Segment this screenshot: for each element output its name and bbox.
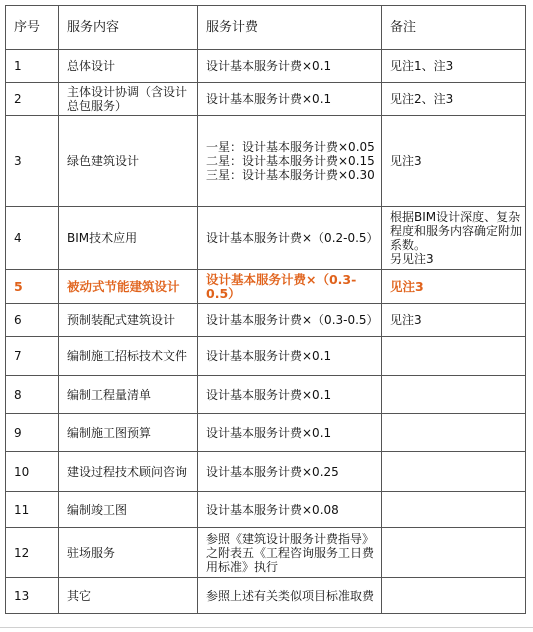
row-service: 预制装配式建筑设计 [59, 304, 198, 337]
header-note: 备注 [382, 6, 526, 50]
row-no: 9 [6, 414, 59, 452]
table-row [6, 50, 526, 83]
row-fee: 设计基本服务计费×（0.3-0.5） [198, 304, 382, 337]
table-row [6, 337, 526, 376]
row-no: 12 [6, 528, 59, 578]
row-fee: 设计基本服务计费×0.08 [198, 492, 382, 528]
row-fee: 设计基本服务计费×0.1 [198, 376, 382, 414]
row-note [382, 452, 526, 492]
row-note [382, 492, 526, 528]
table-row-highlighted [6, 270, 526, 304]
row-fee: 参照上述有关类似项目标准取费 [198, 578, 382, 614]
row-service: 建设过程技术顾问咨询 [59, 452, 198, 492]
table-row [6, 414, 526, 452]
table-row [6, 83, 526, 116]
row-service: 主体设计协调（含设计总包服务） [59, 83, 198, 116]
row-note [382, 578, 526, 614]
row-note [382, 528, 526, 578]
row-note: 根据BIM设计深度、复杂程度和服务内容确定附加系数。 另见注3 [382, 207, 526, 270]
header-service: 服务内容 [59, 6, 198, 50]
row-note: 见注1、注3 [382, 50, 526, 83]
row-note: 见注3 [382, 116, 526, 207]
row-note: 见注3 [382, 270, 526, 304]
row-service: 被动式节能建筑设计 [59, 270, 198, 304]
header-fee: 服务计费 [198, 6, 382, 50]
row-service: 编制施工招标技术文件 [59, 337, 198, 376]
table-row [6, 452, 526, 492]
row-fee: 设计基本服务计费×（0.3-0.5） [198, 270, 382, 304]
row-note: 见注3 [382, 304, 526, 337]
row-fee: 设计基本服务计费×0.1 [198, 83, 382, 116]
row-fee: 设计基本服务计费×0.1 [198, 50, 382, 83]
row-no: 7 [6, 337, 59, 376]
row-note [382, 376, 526, 414]
header-no: 序号 [6, 6, 59, 50]
row-service: 编制施工图预算 [59, 414, 198, 452]
row-no: 1 [6, 50, 59, 83]
row-service: 总体设计 [59, 50, 198, 83]
table-row [6, 376, 526, 414]
table-row [6, 116, 526, 207]
row-fee: 设计基本服务计费×0.1 [198, 337, 382, 376]
table-row [6, 304, 526, 337]
row-note [382, 414, 526, 452]
table-row [6, 578, 526, 614]
row-note [382, 337, 526, 376]
table-row [6, 528, 526, 578]
row-no: 13 [6, 578, 59, 614]
row-service: 其它 [59, 578, 198, 614]
row-no: 8 [6, 376, 59, 414]
bottom-divider [0, 627, 533, 628]
row-no: 11 [6, 492, 59, 528]
row-fee: 设计基本服务计费×（0.2-0.5） [198, 207, 382, 270]
row-service: 编制工程量清单 [59, 376, 198, 414]
row-no: 10 [6, 452, 59, 492]
table-row [6, 492, 526, 528]
row-no: 5 [6, 270, 59, 304]
row-no: 3 [6, 116, 59, 207]
row-fee: 参照《建筑设计服务计费指导》之附表五《工程咨询服务工日费用标准》执行 [198, 528, 382, 578]
service-fee-table [5, 5, 526, 614]
row-service: BIM技术应用 [59, 207, 198, 270]
row-fee: 设计基本服务计费×0.25 [198, 452, 382, 492]
table-row [6, 207, 526, 270]
row-fee: 一星：设计基本服务计费×0.05 二星：设计基本服务计费×0.15 三星：设计基本服务计费×0.30 [198, 116, 382, 207]
table-header-row [6, 6, 526, 50]
row-note: 见注2、注3 [382, 83, 526, 116]
row-no: 6 [6, 304, 59, 337]
row-no: 2 [6, 83, 59, 116]
row-service: 绿色建筑设计 [59, 116, 198, 207]
row-no: 4 [6, 207, 59, 270]
row-service: 驻场服务 [59, 528, 198, 578]
row-fee: 设计基本服务计费×0.1 [198, 414, 382, 452]
row-service: 编制竣工图 [59, 492, 198, 528]
